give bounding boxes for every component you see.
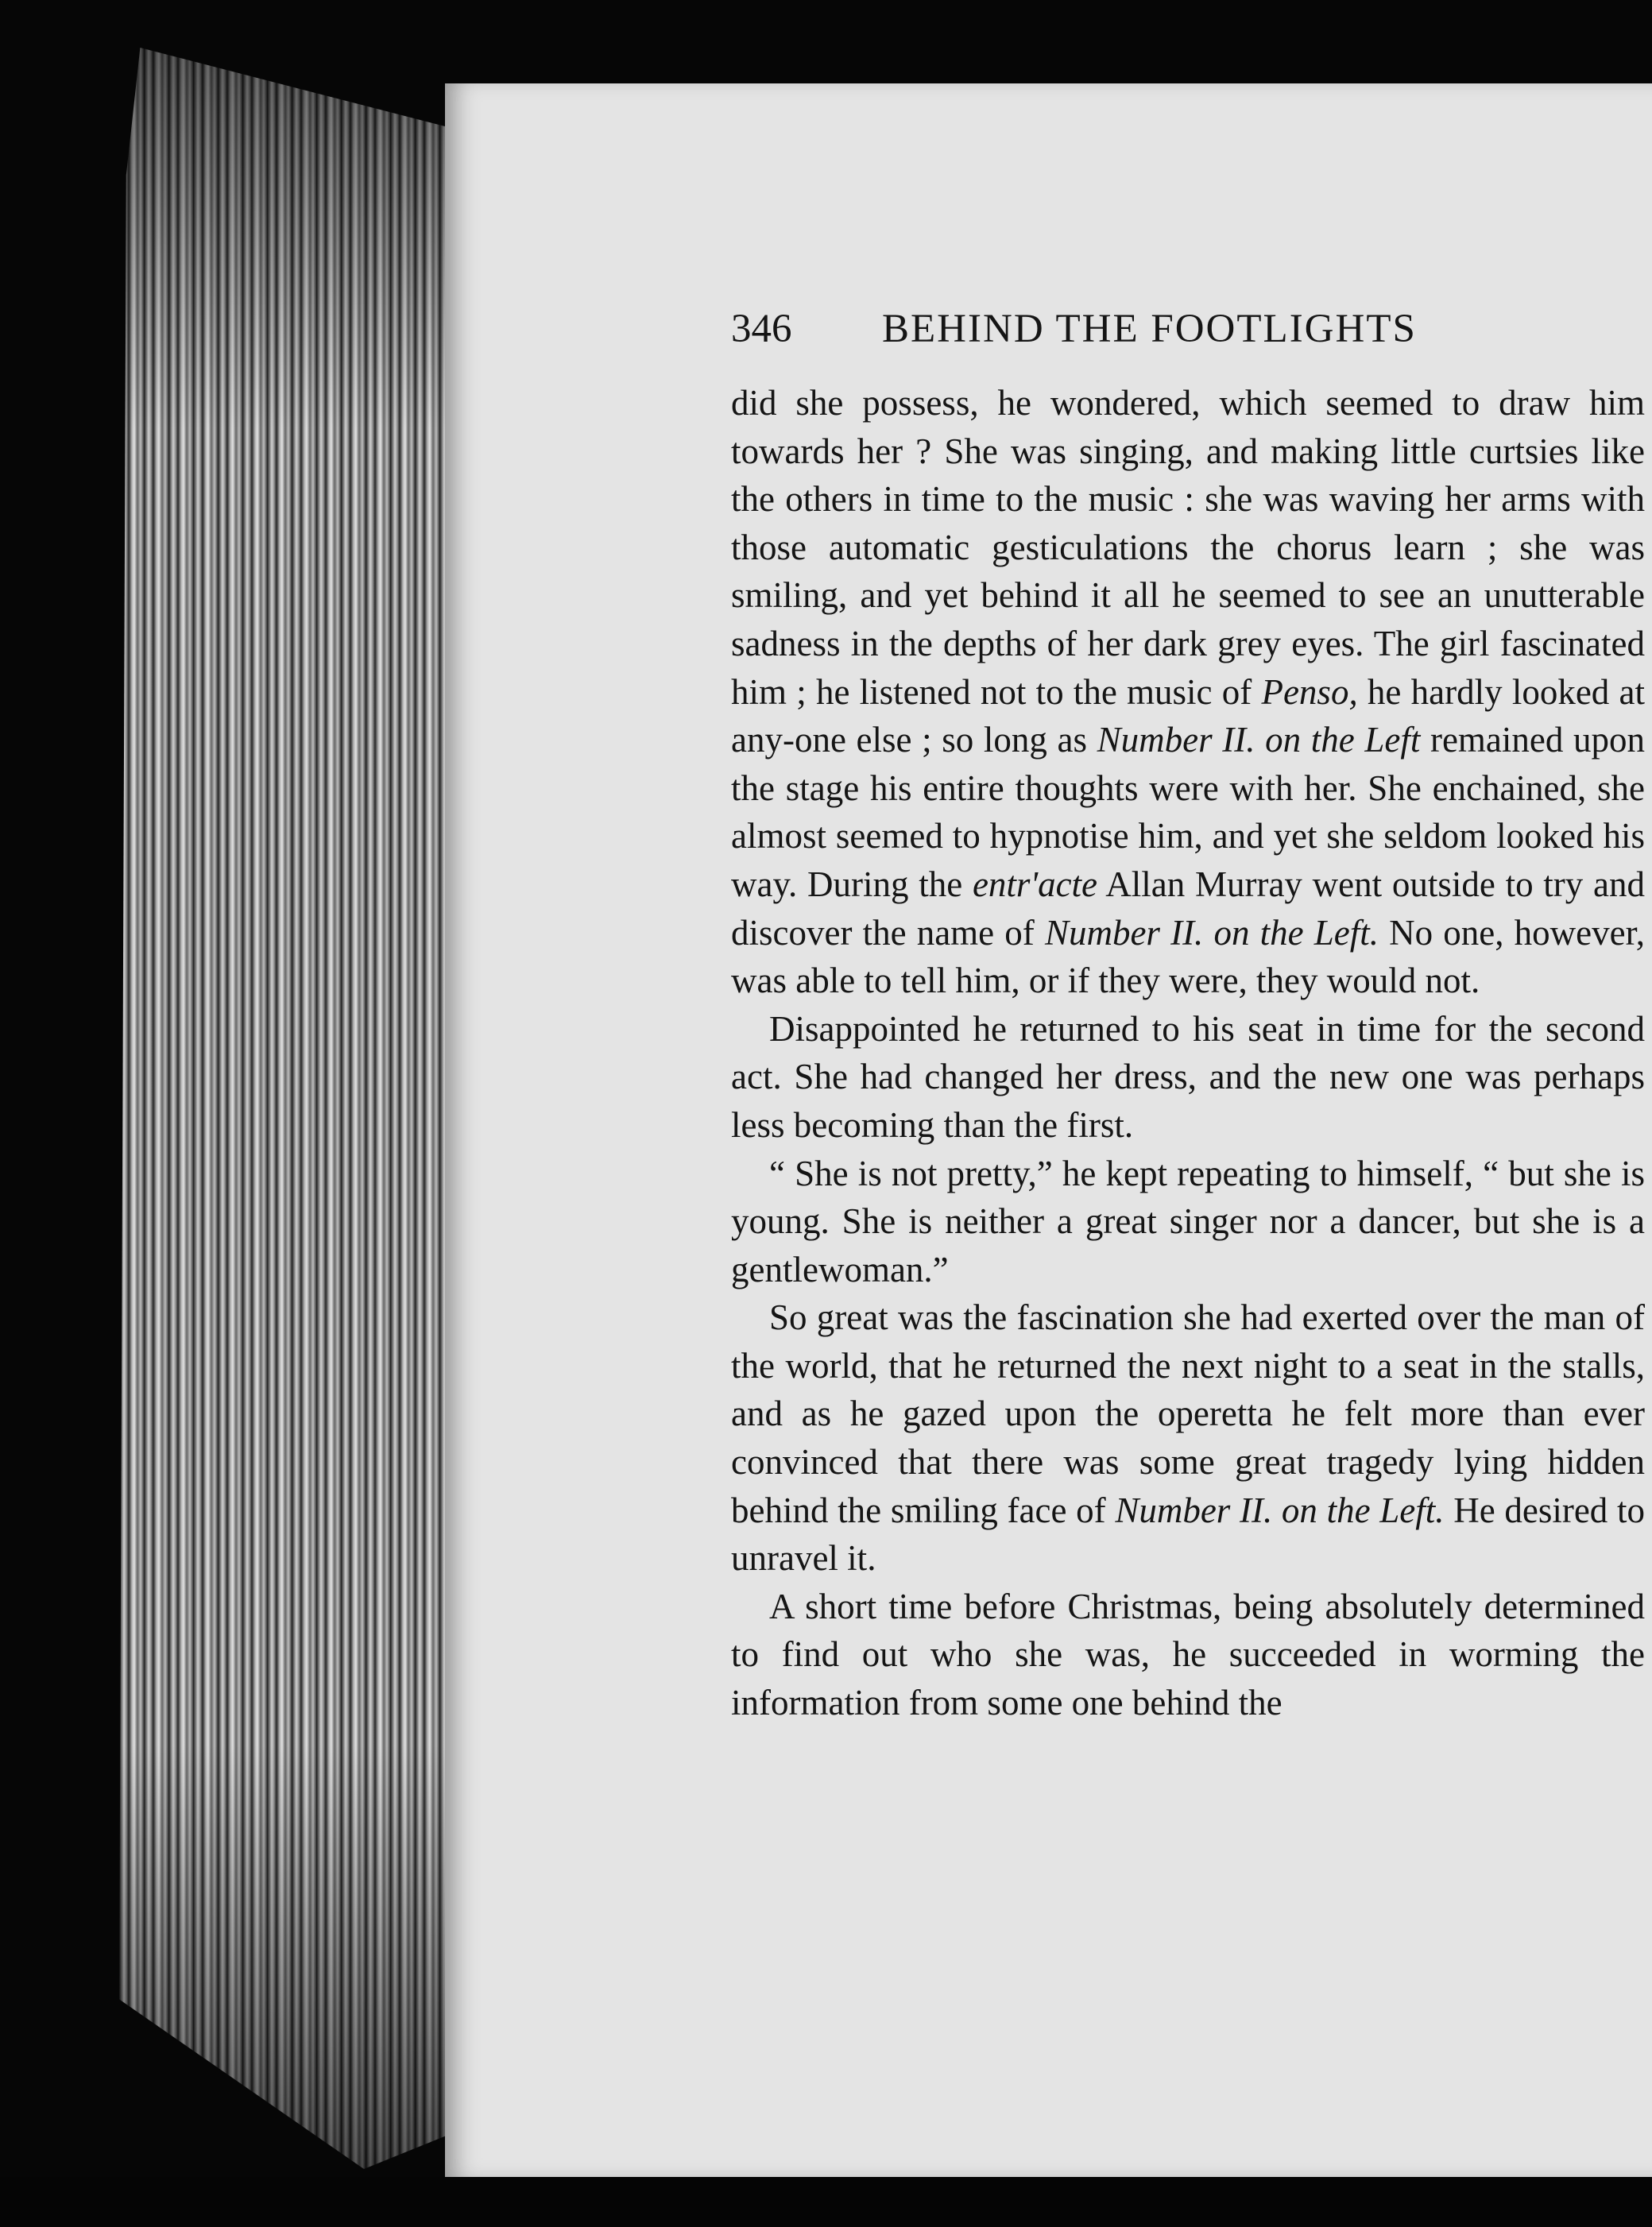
text-run: So great was the fascination she had exerted over the man of the world, that he returned the next night to a seat in the stalls, and as he gazed upon the operetta he felt more than ever convinced that there was some great tragedy lying hidden behind the smiling face of [731, 1297, 1645, 1530]
italic-text: Number II. on the Left [1097, 720, 1421, 760]
paragraph [731, 1150, 1645, 1294]
italic-text: Penso, [1261, 671, 1358, 712]
running-head [731, 306, 1645, 369]
paragraph [731, 1293, 1645, 1583]
bottom-gutter [0, 2177, 1652, 2227]
paragraph [731, 1583, 1645, 1727]
text-run: A short time before Christmas, being absolutely determined to find out who she was, he succeeded in worming the information from some one behind the [731, 1586, 1645, 1723]
paragraph [731, 379, 1645, 1005]
text-run: “ She is not pretty,” he kept repeating to himself, “ but she is young. She is neither a great singer nor a dancer, but she is a gentlewoman.” [731, 1153, 1645, 1289]
italic-text: Number II. on the Left. [1115, 1490, 1445, 1530]
running-title: BEHIND THE FOOTLIGHTS [882, 307, 1417, 351]
text-run: He desired to unravel it. [731, 1490, 1645, 1579]
body-text [731, 379, 1645, 1727]
page-content [731, 306, 1645, 1727]
book-page-edges [119, 48, 469, 2169]
paragraph [731, 1005, 1645, 1150]
text-run: remained upon the stage his entire thoughts were with her. She enchained, she almost seemed to hypnotise him, and yet she seldom looked his way. During the [731, 720, 1645, 904]
page-number: 346 [731, 307, 792, 351]
text-run: Allan Murray went outside to try and discover the name of [731, 864, 1645, 953]
text-run: Disappointed he returned to his seat in time for the second act. She had changed her dress, and the new one was perhaps less becoming than the first. [731, 1008, 1645, 1145]
italic-text: entr'acte [972, 864, 1098, 904]
text-run: he hardly looked at any-one else ; so long as [731, 671, 1646, 760]
italic-text: Number II. on the Left. [1044, 912, 1379, 953]
book-page [445, 83, 1652, 2177]
text-run: No one, however, was able to tell him, or if they were, they would not. [731, 912, 1645, 1001]
text-run: did she possess, he wondered, which seemed to draw him towards her ? She was singing, and making little curtsies like the others in time to the music : she was waving her arms with those automatic gesticulations the chorus learn ; she was smiling, and yet behind it all he seemed to see an unutterable sadness in the depths of her dark grey eyes. The girl fascinated him ; he listened not to the music of [731, 383, 1645, 712]
